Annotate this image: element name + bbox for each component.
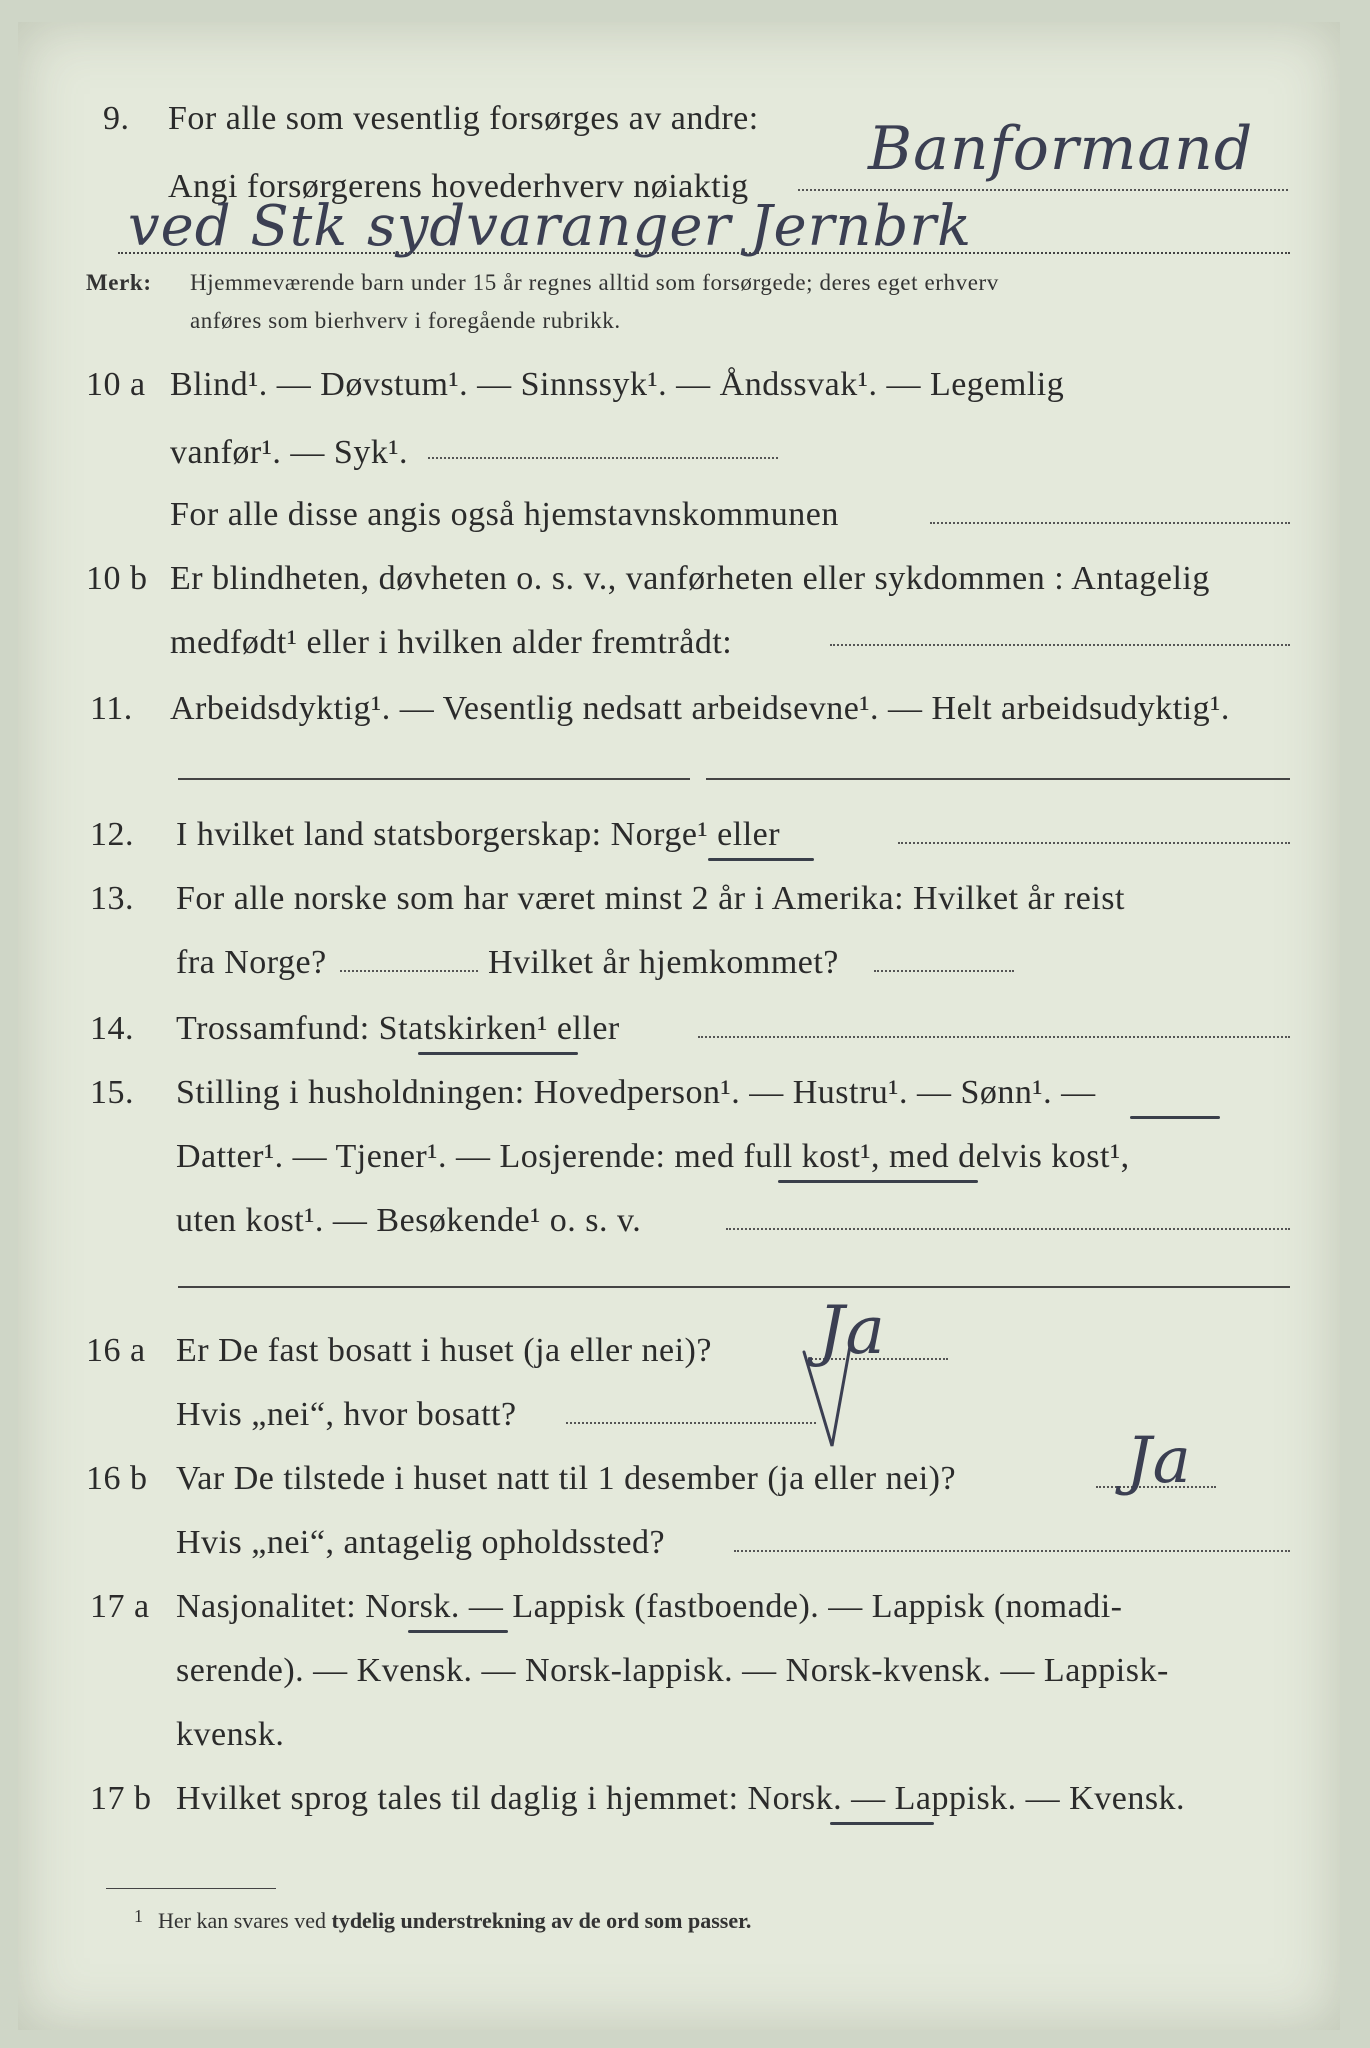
item-number: 14. [90, 1010, 134, 1047]
separator-rule [178, 778, 690, 780]
item-16a-text-2: Hvis „nei“, hvor bosatt? [176, 1396, 517, 1433]
item-10a-text-3: For alle disse angis også hjemstavnskommunen [170, 496, 839, 533]
underline-mark [708, 858, 814, 861]
item-16b-text: Var De tilstede i huset natt til 1 desember (ja eller nei)? [176, 1460, 957, 1497]
underline-mark [408, 1630, 508, 1633]
answer-line [930, 522, 1290, 524]
item-11-text: Arbeidsdyktig¹. — Vesentlig nedsatt arbeidsevne¹. — Helt arbeidsudyktig¹. [170, 690, 1230, 727]
item-number: 13. [90, 880, 134, 917]
footnote-bold-text: tydelig understrekning av de ord som passer. [331, 1908, 752, 1933]
answer-line [698, 1036, 1290, 1038]
census-form-page [18, 22, 1340, 2030]
footnote-text: Her kan svares ved [158, 1908, 326, 1933]
item-number: 17 b [90, 1780, 152, 1817]
handwritten-answer-16a: Ja [818, 1292, 886, 1369]
item-10b-text: Er blindheten, døvheten o. s. v., vanførheten eller sykdommen : Antagelig [170, 560, 1210, 597]
item-16a-text: Er De fast bosatt i huset (ja eller nei)? [176, 1332, 712, 1369]
item-16b-text-2: Hvis „nei“, antagelig opholdssted? [176, 1524, 666, 1561]
answer-line [830, 644, 1290, 646]
item-9-text: For alle som vesentlig forsørges av andre: [168, 100, 759, 137]
item-10a-text-2: vanfør¹. — Syk¹. [170, 434, 409, 471]
item-number: 10 a [86, 366, 146, 403]
answer-line [726, 1228, 1290, 1230]
underline-mark [830, 1822, 934, 1825]
underline-mark [778, 1180, 978, 1183]
item-17b-text: Hvilket sprog tales til daglig i hjemmet: Norsk. — Lappisk. — Kvensk. [176, 1780, 1186, 1817]
item-13-text-2a: fra Norge? [176, 944, 327, 981]
item-9-prompt: Angi forsørgerens hovederhverv nøiaktig [168, 168, 749, 205]
separator-rule [178, 1286, 1290, 1288]
item-17a-text-2: serende). — Kvensk. — Norsk-lappisk. — Norsk-kvensk. — Lappisk- [176, 1652, 1169, 1689]
merk-label: Merk: [86, 270, 152, 295]
item-10a-text: Blind¹. — Døvstum¹. — Sinnssyk¹. — Åndssvak¹. — Legemlig [170, 366, 1065, 403]
item-17a-text: Nasjonalitet: Norsk. — Lappisk (fastboende). — Lappisk (nomadi- [176, 1588, 1123, 1625]
item-number: 16 b [86, 1460, 148, 1497]
separator-rule [706, 778, 1290, 780]
footnote-mark: 1 [134, 1906, 143, 1926]
answer-line [898, 842, 1290, 844]
item-12-text: I hvilket land statsborgerskap: Norge¹ eller [176, 816, 781, 853]
item-number: 9. [103, 100, 130, 137]
answer-line [734, 1550, 1290, 1552]
item-10b-text-2: medfødt¹ eller i hvilken alder fremtrådt: [170, 624, 733, 661]
answer-line [798, 189, 1288, 191]
item-13-text: For alle norske som har været minst 2 år i Amerika: Hvilket år reist [176, 880, 1125, 917]
footnote [134, 1906, 752, 1934]
answer-line [566, 1422, 816, 1424]
item-number: 12. [90, 816, 134, 853]
checkmark-icon [798, 1342, 858, 1452]
merk-text-2: anføres som bierhverv i foregående rubrikk. [190, 308, 621, 333]
handwritten-answer-16b: Ja [1126, 1424, 1192, 1498]
item-number: 16 a [86, 1332, 146, 1369]
item-14-text: Trossamfund: Statskirken¹ eller [176, 1010, 620, 1047]
underline-mark [1130, 1116, 1220, 1119]
item-number: 15. [90, 1074, 134, 1111]
answer-line [428, 457, 778, 459]
item-15-text-2: Datter¹. — Tjener¹. — Losjerende: med full kost¹, med delvis kost¹, [176, 1138, 1130, 1175]
underline-mark [418, 1052, 578, 1055]
merk-text: Hjemmeværende barn under 15 år regnes alltid som forsørgede; deres eget erhverv [190, 270, 999, 295]
item-15-text-3: uten kost¹. — Besøkende¹ o. s. v. [176, 1202, 642, 1239]
item-15-text: Stilling i husholdningen: Hovedperson¹. — Hustru¹. — Sønn¹. — [176, 1074, 1096, 1111]
answer-line [874, 970, 1014, 972]
item-number: 17 a [90, 1588, 150, 1625]
footnote-rule [106, 1888, 276, 1889]
answer-line [340, 970, 478, 972]
item-number: 11. [90, 690, 133, 727]
item-number: 10 b [86, 560, 148, 597]
item-17a-text-3: kvensk. [176, 1716, 285, 1753]
handwritten-occupation-1: Banformand [868, 114, 1254, 184]
item-13-text-2b: Hvilket år hjemkommet? [488, 944, 839, 981]
handwritten-occupation-2: ved Stk sydvaranger Jernbrk [128, 194, 973, 259]
